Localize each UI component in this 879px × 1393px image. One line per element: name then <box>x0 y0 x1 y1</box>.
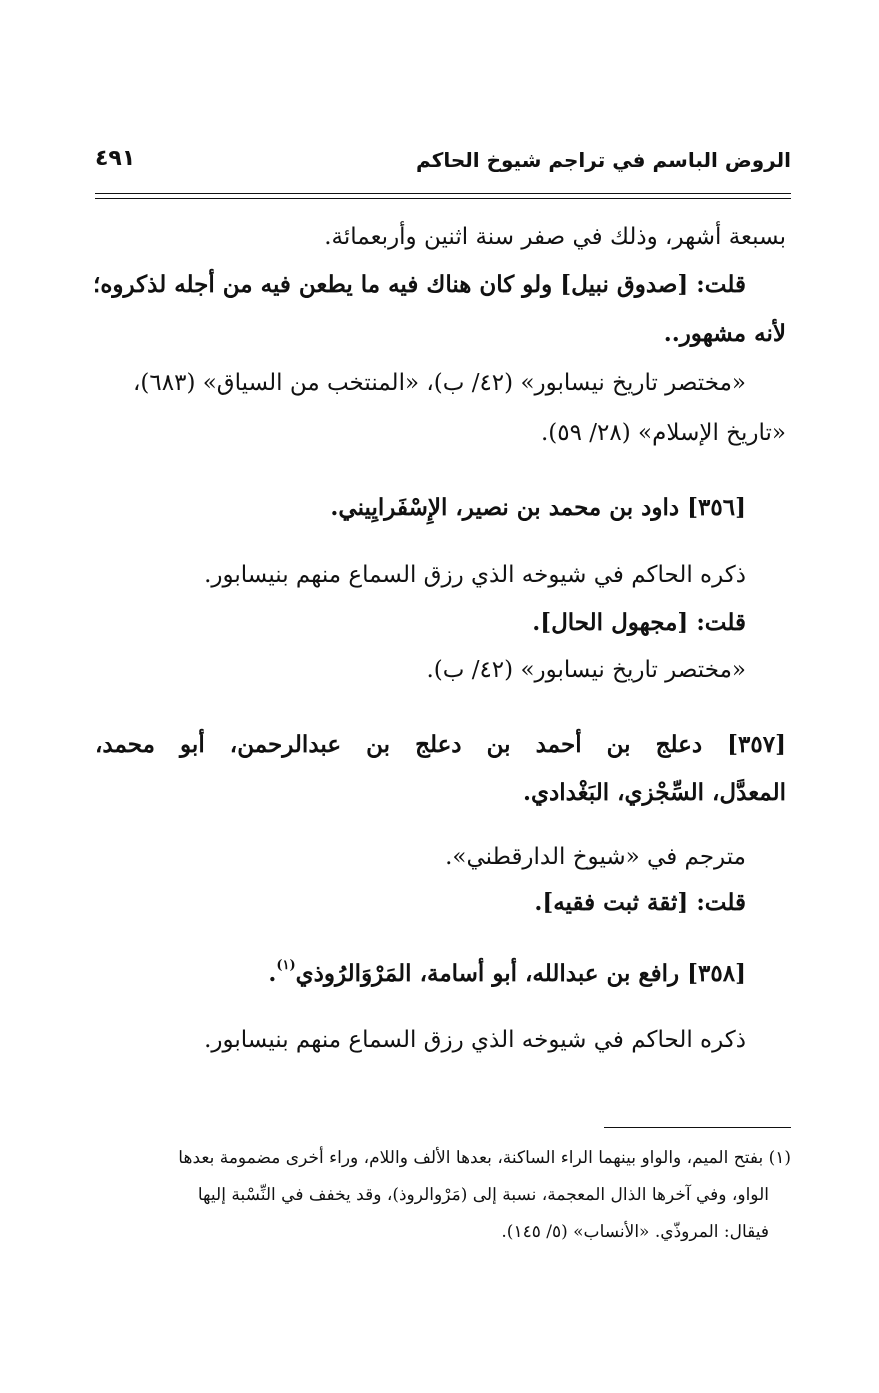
editor-note-line: قلت: [صدوق نبيل] ولو كان هناك فيه ما يطعن فيه من أجله لذكروه؛ <box>93 271 746 298</box>
footnote-line: فيقال: المروذّي. «الأنساب» (٥/ ١٤٥). <box>501 1222 769 1242</box>
editor-note-line: قلت: [ثقة ثبت فقيه]. <box>534 889 746 916</box>
entry-356-heading: [٣٥٦] داود بن محمد بن نصير، الإِسْفَرايِيني. <box>330 494 746 521</box>
source-reference-line: «مختصر تاريخ نيسابور» (٤٢/ ب). <box>426 657 746 683</box>
footnote-reference[interactable]: (١) <box>276 958 296 974</box>
body-line: بسبعة أشهر، وذلك في صفر سنة اثنين وأربعمائة. <box>324 224 786 250</box>
footnote-line: (١) بفتح الميم، والواو بينهما الراء الساكنة، بعدها الألف واللام، وراء أخرى مضمومة بعدها <box>178 1148 791 1168</box>
editor-note-line: قلت: [مجهول الحال]. <box>532 609 746 636</box>
source-reference-line: «تاريخ الإسلام» (٢٨/ ٥٩). <box>540 420 786 446</box>
source-reference-line: «مختصر تاريخ نيسابور» (٤٢/ ب)، «المنتخب من السياق» (٦٨٣)، <box>132 370 746 396</box>
footnote-separator <box>604 1127 791 1128</box>
running-title: الروض الباسم في تراجم شيوخ الحاكم <box>416 148 791 172</box>
body-line: ذكره الحاكم في شيوخه الذي رزق السماع منهم بنيسابور. <box>204 1027 746 1053</box>
body-line: ذكره الحاكم في شيوخه الذي رزق السماع منهم بنيسابور. <box>204 562 746 588</box>
editor-note-line: لأنه مشهور.. <box>663 320 786 347</box>
entry-357-heading-cont: المعدَّل، السِّجْزي، البَغْدادي. <box>522 779 786 806</box>
header-rule-bottom <box>95 198 791 199</box>
entry-358-heading-text: [٣٥٨] رافع بن عبدالله، أبو أسامة، المَرْوَالرُوذي <box>295 960 746 987</box>
entry-358-heading <box>268 958 746 987</box>
page-header <box>95 148 791 190</box>
body-line: مترجم في «شيوخ الدارقطني». <box>445 844 746 870</box>
footnote-line: الواو، وفي آخرها الذال المعجمة، نسبة إلى (مَرْوالروذ)، وقد يخفف في النِّسْبة إليها <box>197 1185 769 1205</box>
entry-358-heading-end: . <box>268 960 277 987</box>
header-rule-top <box>95 193 791 194</box>
page-number: ٤٩١ <box>95 146 136 171</box>
entry-357-heading: [٣٥٧] دعلج بن أحمد بن دعلج بن عبدالرحمن، أبو محمد، <box>95 731 786 758</box>
